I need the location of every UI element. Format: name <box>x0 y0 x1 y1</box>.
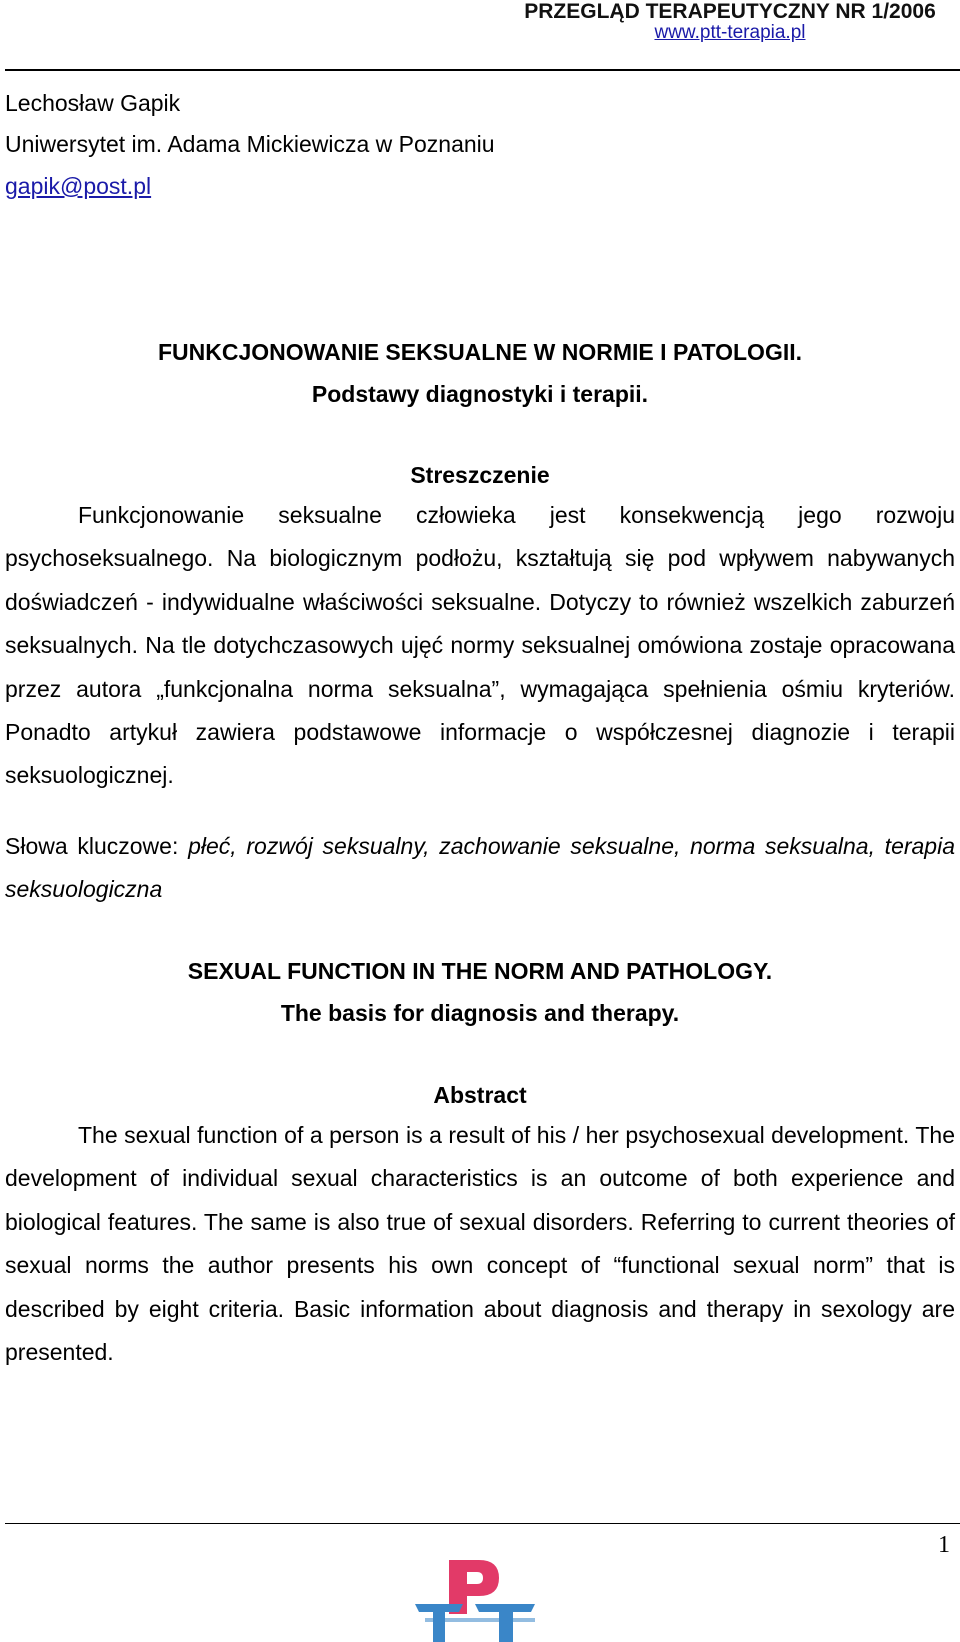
abstract-text: The sexual function of a person is a result of his / her psychosexual development. The development of individual sexual characteristics is an outcome of both experience and biological features. The same is also true of sexual disorders. Referring to current theories of sexual norms the author presents his own concept of “functional sexual norm” that is described by eight criteria. Basic information about diagnosis and therapy in sexology are presented. <box>5 1122 955 1366</box>
journal-url-link[interactable]: www.ptt-terapia.pl <box>654 22 806 43</box>
footer-divider <box>5 1523 960 1524</box>
author-email-link[interactable]: gapik@post.pl <box>5 173 152 199</box>
title-pl-line2: Podstawy diagnostyki i terapii. <box>311 381 649 407</box>
keywords-label: Słowa kluczowe: <box>5 833 179 859</box>
summary-paragraph <box>5 494 955 798</box>
abstract-heading: Abstract <box>433 1082 527 1108</box>
ptt-logo-icon <box>405 1556 545 1642</box>
summary-text: Funkcjonowanie seksualne człowieka jest konsekwencją jego rozwoju psychoseksualnego. Na biologicznym podłożu, kształtują się pod wpływem nabywanych doświadczeń - indywidualne właściwości seksualne. Dotyczy to również wszelkich zaburzeń seksualnych. Na tle dotychczasowych ujęć normy seksualnej omówiona zostaje opracowana przez autora „funkcjonalna norma seksualna”, wymagająca spełnienia ośmiu kryteriów. Ponadto artykuł zawiera podstawowe informacje o współczesnej diagnozie i terapii seksuologicznej. <box>5 502 955 789</box>
keywords-paragraph <box>5 825 955 912</box>
journal-title: PRZEGLĄD TERAPEUTYCZNY NR 1/2006 <box>524 0 936 23</box>
title-en-line1: SEXUAL FUNCTION IN THE NORM AND PATHOLOGY. <box>187 958 773 984</box>
keywords-text: płeć, rozwój seksualny, zachowanie seksualne, norma seksualna, terapia seksuologiczna <box>5 833 955 903</box>
author-name: Lechosław Gapik <box>5 90 181 116</box>
page-number: 1 <box>938 1532 950 1558</box>
summary-heading: Streszczenie <box>410 462 550 488</box>
abstract-paragraph <box>5 1114 955 1374</box>
title-en-line2: The basis for diagnosis and therapy. <box>280 1000 680 1026</box>
header-divider <box>5 69 960 71</box>
title-pl-line1: FUNKCJONOWANIE SEKSUALNE W NORMIE I PATOLOGII. <box>157 339 803 365</box>
author-affiliation: Uniwersytet im. Adama Mickiewicza w Poznaniu <box>5 131 495 157</box>
